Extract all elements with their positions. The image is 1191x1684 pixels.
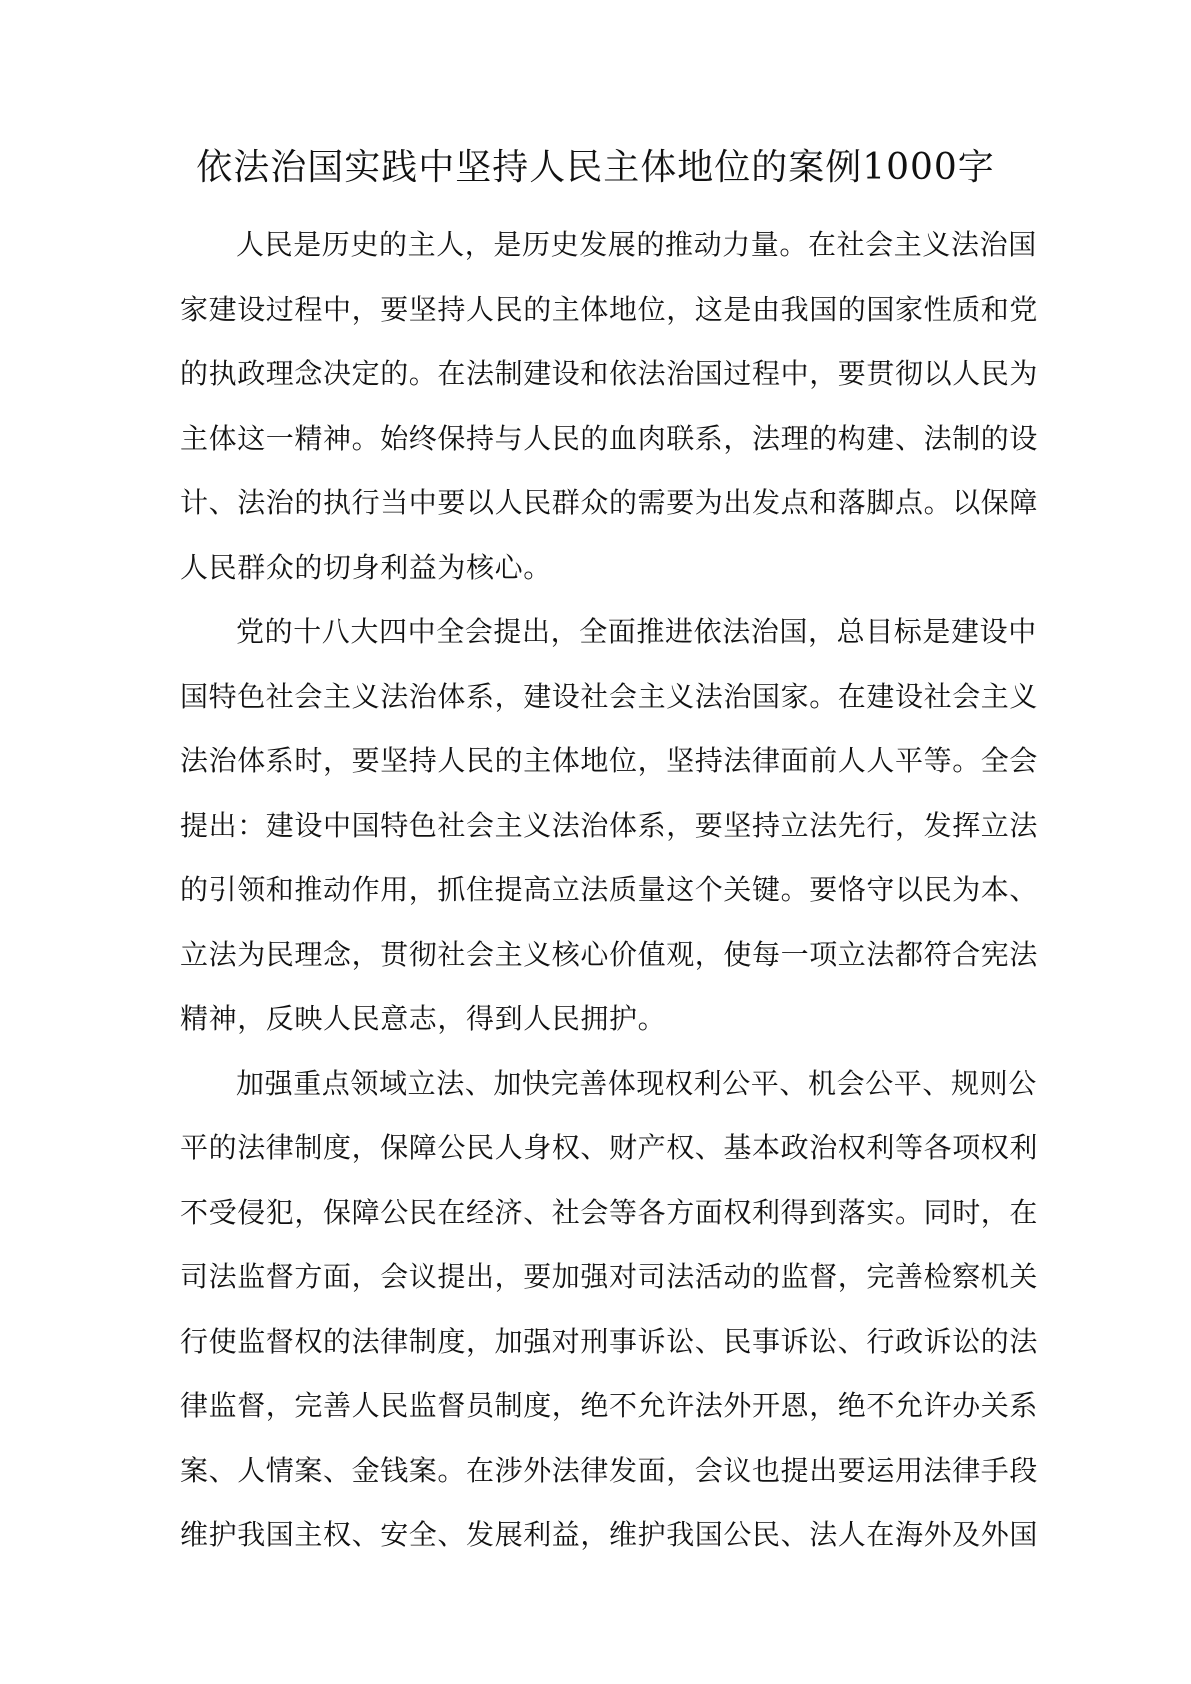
paragraph-2-line-1: 党的十八大四中全会提出，全面推进依法治国，总目标是建设中 [236,615,1037,648]
paragraph-3-line-4: 司法监督方面，会议提出，要加强对司法活动的监督，完善检察机关 [180,1260,1039,1293]
paragraph-2-line-4: 提出：建设中国特色社会主义法治体系，要坚持立法先行，发挥立法 [180,808,1039,842]
paragraph-3-line-6: 律监督，完善人民监督员制度，绝不允许法外开恩，绝不允许办关系 [180,1389,1039,1422]
paragraph-3-line-8: 维护我国主权、安全、发展利益，维护我国公民、法人在海外及外国 [180,1518,1039,1551]
document-title: 依法治国实践中坚持人民主体地位的案例1000字 [196,147,995,188]
paragraph-1-line-3: 的执政理念决定的。在法制建设和依法治国过程中，要贯彻以人民为 [180,357,1039,390]
paragraph-3-line-7: 案、人情案、金钱案。在涉外法律发面，会议也提出要运用法律手段 [180,1453,1039,1487]
paragraph-1-line-2: 家建设过程中，要坚持人民的主体地位，这是由我国的国家性质和党 [180,292,1039,326]
paragraph-3-line-5: 行使监督权的法律制度，加强对刑事诉讼、民事诉讼、行政诉讼的法 [180,1324,1039,1358]
paragraph-2-line-3: 法治体系时，要坚持人民的主体地位，坚持法律面前人人平等。全会 [180,744,1039,777]
paragraph-2-line-6: 立法为民理念，贯彻社会主义核心价值观，使每一项立法都符合宪法 [180,937,1039,971]
paragraph-3-line-3: 不受侵犯，保障公民在经济、社会等各方面权利得到落实。同时，在 [180,1195,1039,1229]
paragraph-2-line-5: 的引领和推动作用，抓住提高立法质量这个关键。要恪守以民为本、 [180,873,1039,906]
paragraph-2-line-7: 精神，反映人民意志，得到人民拥护。 [180,1002,667,1035]
paragraph-1-line-5: 计、法治的执行当中要以人民群众的需要为出发点和落脚点。以保障 [180,486,1039,519]
document-body [180,213,1039,1568]
paragraph-1-line-1: 人民是历史的主人，是历史发展的推动力量。在社会主义法治国 [236,228,1037,261]
paragraph-3-line-1: 加强重点领域立法、加快完善体现权利公平、机会公平、规则公 [236,1066,1037,1100]
paragraph-2-line-2: 国特色社会主义法治体系，建设社会主义法治国家。在建设社会主义 [180,679,1039,713]
paragraph-1-line-4: 主体这一精神。始终保持与人民的血肉联系，法理的构建、法制的设 [180,421,1039,455]
paragraph-3-line-2: 平的法律制度，保障公民人身权、财产权、基本政治权利等各项权利 [180,1131,1039,1164]
paragraph-1-line-6: 人民群众的切身利益为核心。 [180,550,552,584]
